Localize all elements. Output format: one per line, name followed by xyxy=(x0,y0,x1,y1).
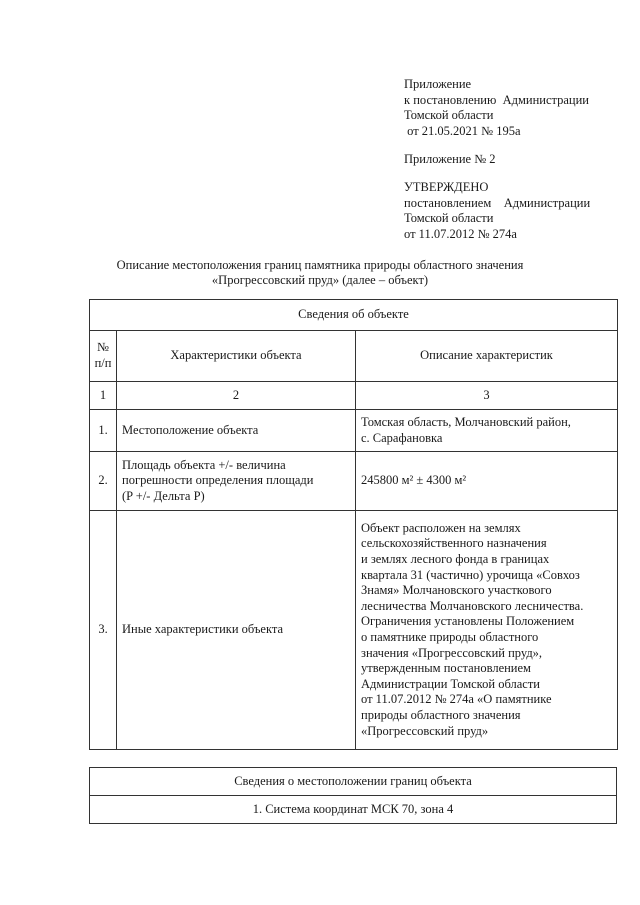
table-header-row xyxy=(90,331,618,382)
appendix-line: к постановлению Администрации xyxy=(404,93,589,107)
table-caption: Сведения о местоположении границ объекта xyxy=(90,768,617,796)
approved-line: постановлением Администрации xyxy=(404,196,591,210)
col-header-description: Описание характеристик xyxy=(356,331,618,382)
approved-line: Томской области xyxy=(404,211,494,225)
row-description: Объект расположен на землях сельскохозяйственного назначения и землях лесного фонда в границах квартала 31 (частично) урочища «Совхоз Знамя» Молчановского участкового лесничества Молчановского лесничества. Ограничения установлены Положением о памятнике природы областного значения «Прогрессовский пруд», утвержденным постановлением Администрации Томской области от 11.07.2012 № 274а «О памятнике природы областного значения «Прогрессовский пруд» xyxy=(356,511,618,750)
row-number: 1. xyxy=(90,410,117,452)
col-header-number: № п/п xyxy=(90,331,117,382)
appendix-line: Приложение xyxy=(404,77,472,91)
row-description: 245800 м² ± 4300 м² xyxy=(356,452,618,511)
document-title-line: Описание местоположения границ памятника природы областного значения xyxy=(116,258,524,272)
table-row xyxy=(90,410,618,452)
boundary-info-table xyxy=(89,767,617,824)
row-number: 3. xyxy=(90,511,117,750)
col-number: 3 xyxy=(356,382,618,410)
appendix-number: Приложение № 2 xyxy=(404,152,496,166)
row-characteristic: Площадь объекта +/- величина погрешности определения площади (P +/- Дельта P) xyxy=(117,452,356,511)
row-description: Томская область, Молчановский район, с. Сарафановка xyxy=(356,410,618,452)
table-caption-row xyxy=(90,768,617,796)
object-info-table xyxy=(89,299,618,750)
row-characteristic: Иные характеристики объекта xyxy=(117,511,356,750)
col-number: 2 xyxy=(117,382,356,410)
table-subcaption-row xyxy=(90,796,617,824)
approved-line: УТВЕРЖДЕНО xyxy=(404,180,489,194)
table-row xyxy=(90,452,618,511)
appendix-line: Томской области xyxy=(404,108,494,122)
table-row xyxy=(90,511,618,750)
coordinate-system-caption: 1. Система координат МСК 70, зона 4 xyxy=(90,796,617,824)
row-characteristic: Местоположение объекта xyxy=(117,410,356,452)
col-header-characteristic: Характеристики объекта xyxy=(117,331,356,382)
document-title-line: «Прогрессовский пруд» (далее – объект) xyxy=(211,273,429,287)
row-number: 2. xyxy=(90,452,117,511)
table-caption: Сведения об объекте xyxy=(90,300,618,331)
table-column-numbers-row xyxy=(90,382,618,410)
table-caption-row xyxy=(90,300,618,331)
col-number: 1 xyxy=(90,382,117,410)
appendix-line: от 21.05.2021 № 195а xyxy=(404,124,521,138)
approved-line: от 11.07.2012 № 274а xyxy=(404,227,517,241)
